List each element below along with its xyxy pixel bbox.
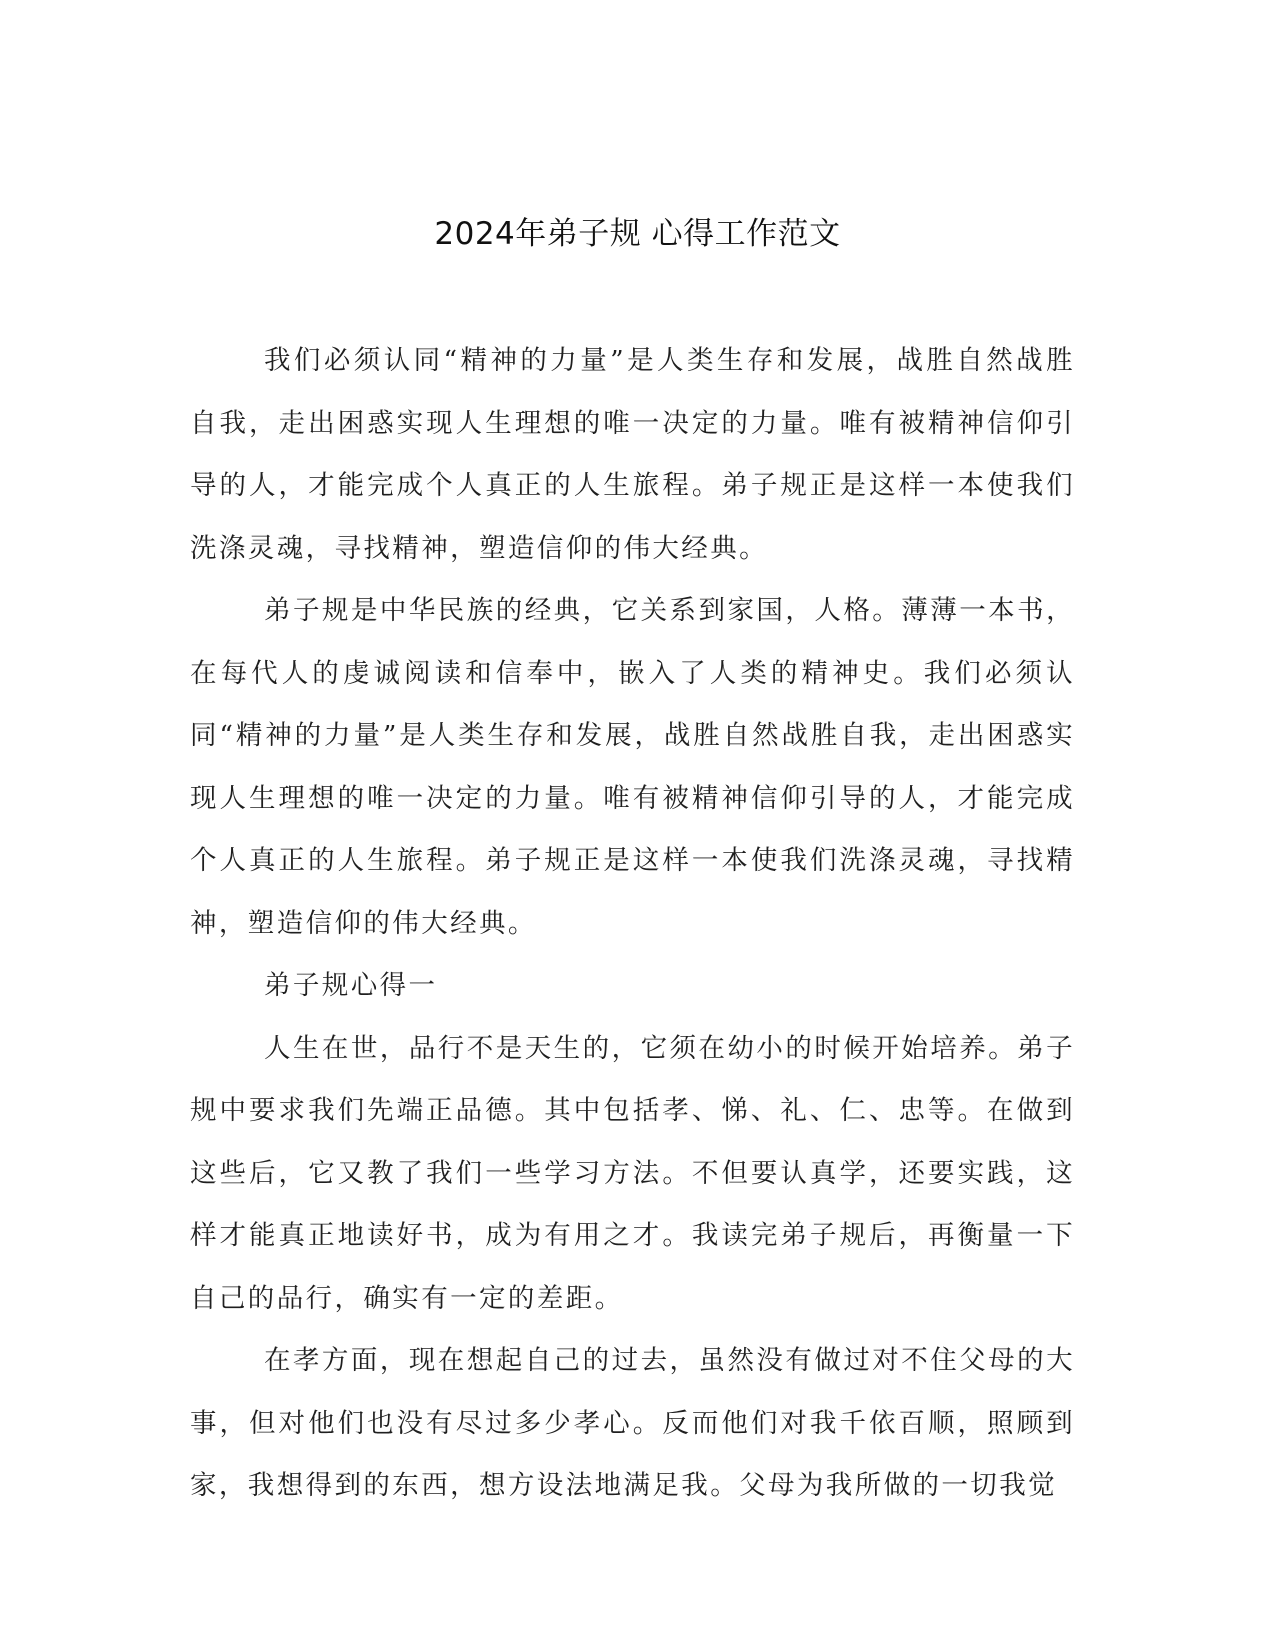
section-heading: 弟子规心得一 bbox=[264, 970, 438, 1001]
paragraph-1: 我们必须认同“精神的力量”是人类生存和发展，战胜自然战胜自我，走出困惑实现人生理想的唯一决定的力量。唯有被精神信仰引导的人，才能完成个人真正的人生旅程。弟子规正是这样一本使我们洗涤灵魂，寻找精神，塑造信仰的伟大经典。 bbox=[190, 345, 1075, 564]
paragraph-2: 弟子规是中华民族的经典，它关系到家国，人格。薄薄一本书，在每代人的虔诚阅读和信奉中，嵌入了人类的精神史。我们必须认同“精神的力量”是人类生存和发展，战胜自然战胜自我，走出困惑实现人生理想的唯一决定的力量。唯有被精神信仰引导的人，才能完成个人真正的人生旅程。弟子规正是这样一本使我们洗涤灵魂，寻找精神，塑造信仰的伟大经典。 bbox=[190, 595, 1075, 939]
paragraph-4: 在孝方面，现在想起自己的过去，虽然没有做过对不住父母的大事，但对他们也没有尽过多少孝心。反而他们对我千依百顺，照顾到家，我想得到的东西，想方设法地满足我。父母为我所做的一切我觉 bbox=[190, 1345, 1075, 1501]
paragraph-3: 人生在世，品行不是天生的，它须在幼小的时候开始培养。弟子规中要求我们先端正品德。其中包括孝、悌、礼、仁、忠等。在做到这些后，它又教了我们一些学习方法。不但要认真学，还要实践，这样才能真正地读好书，成为有用之才。我读完弟子规后，再衡量一下自己的品行，确实有一定的差距。 bbox=[190, 1032, 1075, 1314]
document-body bbox=[190, 330, 1075, 1518]
document-title: 2024年弟子规 心得工作范文 bbox=[434, 216, 841, 252]
